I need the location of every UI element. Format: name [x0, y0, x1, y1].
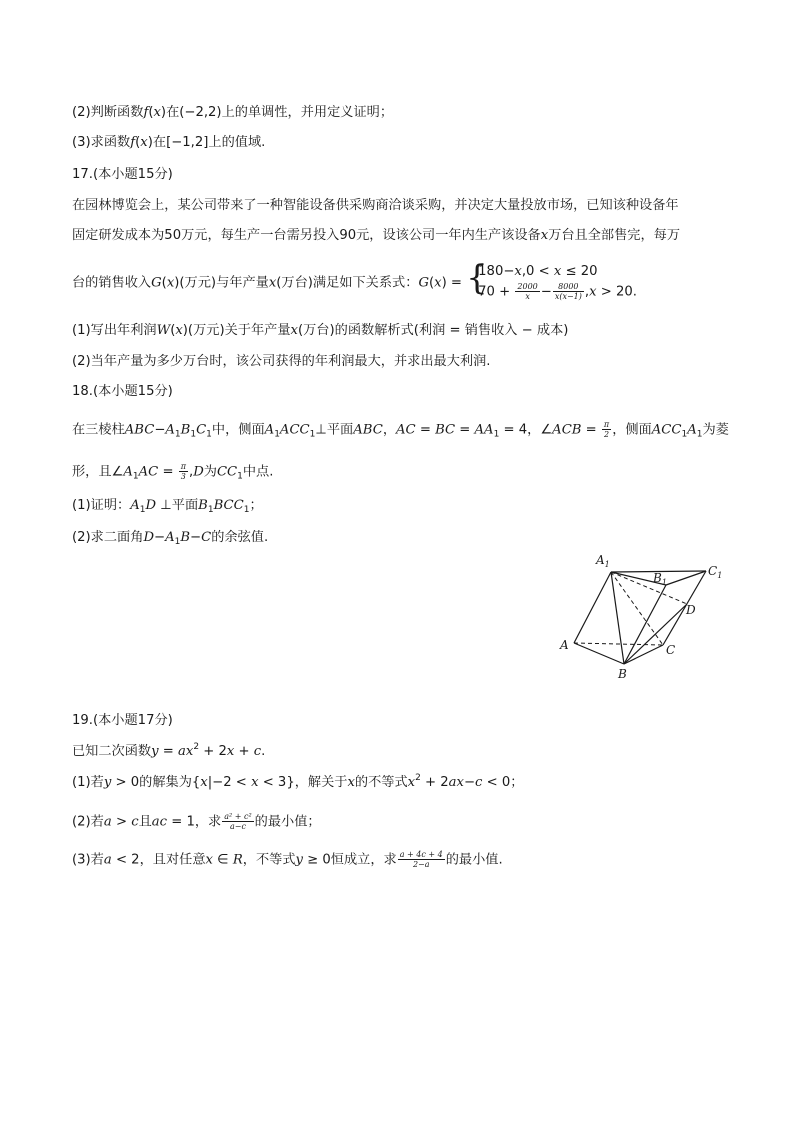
q18-part2: (2)求二面角$D-A_1B-C$的余弦值.: [72, 530, 269, 547]
q17-stem-line3: 台的销售收入G(x)(万元)与年产量x(万台)满足如下关系式：G(x) = { 180−x,0 < x ≤ 20 70 + $\frac{2000}{x}$ − $\frac{8000}{x(x-1)}$ ,x > 20.: [72, 258, 637, 301]
label-B1: $B_1$: [653, 571, 667, 587]
label-D: D: [686, 603, 696, 617]
edge-BB1: [624, 585, 666, 664]
edge-AA1: [574, 572, 611, 643]
label-A1: $A_1$: [596, 553, 610, 569]
edge-CC1: [663, 571, 706, 645]
segment-BD: [624, 604, 687, 664]
q19-part2: (2)若a > c且ac = 1，求 $\frac{\text{a² + c²}}{a-c}$ 的最小值；: [72, 812, 321, 831]
q17-part2: (2)当年产量为多少万台时，该公司获得的年利润最大，并求出最大利润.: [72, 354, 491, 369]
piecewise-function: { 180−x,0 < x ≤ 20 70 + $\frac{2000}{x}$ − $\frac{8000}{x(x-1)}$ ,x > 20.: [466, 258, 637, 301]
label-A: A: [560, 638, 569, 652]
q19-header: 19.(本小题17分): [72, 713, 173, 728]
q19-part3: (3)若a < 2，且对任意x ∈ R，不等式y ≥ 0恒成立，求 $\frac{a + 4c + 4}{2-a}$ 的最小值.: [72, 850, 503, 869]
q18-header: 18.(本小题15分): [72, 384, 173, 399]
q19-part1: (1)若y > 0的解集为{x|−2 < x < 3}，解关于x的不等式$x^2 + 2ax-c < 0$；: [72, 773, 524, 790]
q17-header: 17.(本小题15分): [72, 167, 173, 182]
edge-BC: [624, 645, 663, 664]
edge-AC-hidden: [574, 643, 663, 645]
q17-part1: (1)写出年利润W(x)(万元)关于年产量x(万台)的函数解析式(利润 = 销售收入 − 成本): [72, 323, 569, 338]
edge-B1C1: [666, 571, 706, 585]
q17-stem-line2: 固定研发成本为50万元，每生产一台需另投入90元，设该公司一年内生产该设备x万台且全部售完，每万: [72, 228, 681, 243]
segment-A1D-hidden: [611, 572, 687, 604]
q18-stem-line2: 形，且$\angle A_1AC$ = $\frac{\pi}{3}$ ,D为$CC_1$中点.: [72, 462, 274, 482]
q16-part3: (3)求函数f(x)在[−1,2]上的值域.: [72, 135, 266, 150]
segment-A1B: [611, 572, 624, 664]
q19-stem: 已知二次函数$y = ax^2 + 2x + c$.: [72, 742, 266, 759]
label-C1: $C_1$: [708, 564, 723, 580]
q17-stem-line1: 在园林博览会上，某公司带来了一种智能设备供采购商洽谈采购，并决定大量投放市场，已知该种设备年: [72, 198, 679, 213]
label-B: B: [618, 667, 627, 681]
label-C: C: [666, 643, 676, 657]
q16-part2: (2)判断函数f(x)在(−2,2)上的单调性，并用定义证明；: [72, 105, 394, 120]
prism-figure: [552, 548, 732, 684]
q18-part1: (1)证明：$A_1D$ ⊥平面$B_1BCC_1$；: [72, 498, 263, 515]
edge-AB: [574, 643, 624, 664]
q18-stem-line1: 在三棱柱$ABC-A_1B_1C_1$中，侧面$A_1ACC_1\perp$平面ABC，AC = BC = $AA_1 = 4$，∠ACB = $\frac{\pi}{2}$ ，侧面$ACC_1A_1$为菱: [72, 420, 729, 440]
